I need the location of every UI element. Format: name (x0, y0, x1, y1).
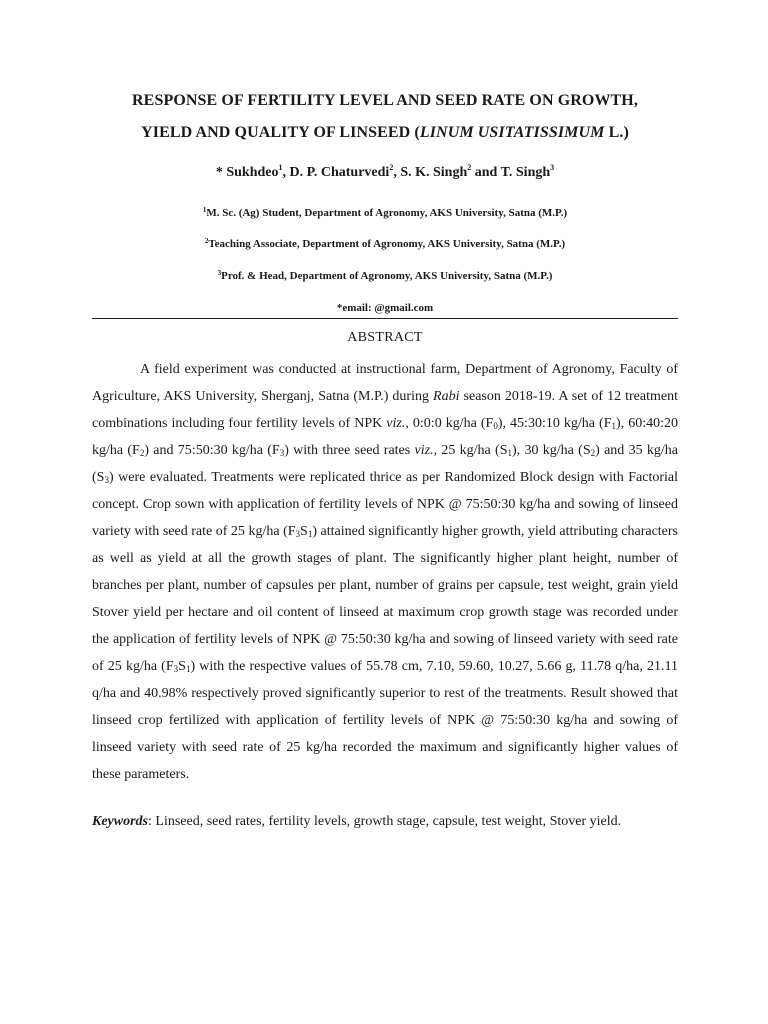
affiliation-mark: 3 (217, 269, 222, 277)
author-name: S. K. Singh (400, 165, 468, 180)
paper-title-line-2 (92, 124, 678, 142)
affiliation-3 (92, 269, 678, 282)
author-affiliation-mark: 2 (389, 163, 394, 172)
keywords-line (92, 814, 678, 830)
corresponding-email: *email: @gmail.com (336, 302, 434, 314)
subscript: 3 (279, 448, 285, 458)
author-name: D. P. Chaturvedi (289, 165, 390, 180)
abstract-text: ) attained significantly higher growth, yield attributing characters as well as yield at all the growth stages of plant. The significantly higher plant height, number of branches per plant, number of capsules per plant, number of grains per capsule, test weight, grain yield Stover yield per hectare and oil content of linseed at maximum crop growth stage was recorded under the application of fertility levels of NPK @ 75:50:30 kg/ha and sowing of linseed variety with seed rate of 25 kg/ha (F (92, 524, 678, 674)
abstract-body (92, 356, 678, 788)
abstract-heading: ABSTRACT (347, 330, 423, 345)
subscript: 3 (295, 529, 301, 539)
abstract-text: ) and 35 kg/ha (S (92, 443, 678, 485)
abstract-italic: viz. (386, 416, 406, 431)
abstract-text: ), 45:30:10 kg/ha (F (497, 416, 612, 431)
abstract-text: S (300, 524, 308, 539)
abstract-text: , 0:0:0 kg/ha (F (405, 416, 494, 431)
abstract-text: ), 30 kg/ha (S (512, 443, 591, 458)
subscript: 3 (104, 475, 109, 485)
subscript: 1 (307, 529, 313, 539)
affiliation-text: M. Sc. (Ag) Student, Department of Agronomy, AKS University, Satna (M.P.) (206, 207, 568, 219)
abstract-text: , 25 kg/ha (S (433, 443, 508, 458)
affiliation-mark: 1 (202, 206, 207, 214)
affiliation-1 (92, 206, 678, 219)
subscript: 2 (139, 448, 145, 458)
abstract-text: ), 60:40:20 kg/ha (F (92, 416, 678, 458)
keywords-text: : Linseed, seed rates, fertility levels, growth stage, capsule, test weight, Stover yield. (148, 814, 622, 829)
author-separator: , (393, 165, 401, 180)
author-marker: * (215, 165, 227, 180)
affiliation-mark: 2 (204, 237, 209, 245)
affiliation-text: Prof. & Head, Department of Agronomy, AKS University, Satna (M.P.) (221, 270, 553, 282)
author-affiliation-mark: 3 (550, 163, 555, 172)
species-name: LINUM USITATISSIMUM (419, 124, 605, 141)
abstract-italic: Rabi (433, 389, 460, 404)
abstract-text: A field experiment was conducted at instructional farm, Department of Agronomy, Faculty of Agriculture, AKS University, Sherganj, Satna (M.P.) during (92, 362, 678, 404)
abstract-text: S (178, 659, 186, 674)
subscript: 0 (493, 421, 498, 431)
affiliation-2 (92, 237, 678, 250)
author-name: Sukhdeo (226, 165, 279, 180)
author-name: T. Singh (500, 165, 551, 180)
affiliation-text: Teaching Associate, Department of Agronomy, AKS University, Satna (M.P.) (208, 238, 566, 250)
author-separator: , (282, 165, 290, 180)
abstract-text: ) with the respective values of 55.78 cm, 7.10, 59.60, 10.27, 5.66 g, 11.78 q/ha, 21.11 q/ha and 40.98% respectively proved significantly superior to rest of the treatments. Result showed that linseed crop fertilized with application of fertility levels of NPK @ 75:50:30 kg/ha and sowing of linseed variety with seed rate of 25 kg/ha recorded the maximum and significantly higher values of these parameters. (92, 659, 679, 782)
author-affiliation-mark: 2 (467, 163, 472, 172)
header-divider (92, 318, 678, 319)
author-separator: and (471, 165, 501, 180)
subscript: 1 (611, 421, 616, 431)
subscript: 1 (507, 448, 513, 458)
subscript: 2 (590, 448, 596, 458)
abstract-text: ) were evaluated. Treatments were replicated thrice as per Randomized Block design with Factorial concept. Crop sown with application of fertility levels of NPK @ 75:50:30 kg/ha and sowing of linseed variety with seed rate of 25 kg/ha (F (92, 470, 678, 539)
abstract-text: ) with three seed rates (284, 443, 415, 458)
author-list (92, 163, 678, 181)
subscript: 3 (173, 664, 179, 674)
abstract-text: season 2018-19. A set of 12 treatment combinations including four fertility levels of NPK (92, 389, 678, 431)
abstract-italic: viz. (414, 443, 434, 458)
paper-title-line-1: RESPONSE OF FERTILITY LEVEL AND SEED RATE ON GROWTH, (132, 92, 638, 109)
abstract-text: ) and 75:50:30 kg/ha (F (144, 443, 280, 458)
keywords-label: Keywords (92, 814, 148, 829)
author-affiliation-mark: 1 (278, 163, 283, 172)
subscript: 1 (185, 664, 191, 674)
title-text: YIELD AND QUALITY OF LINSEED ( (141, 124, 420, 141)
title-text: L.) (604, 124, 629, 141)
